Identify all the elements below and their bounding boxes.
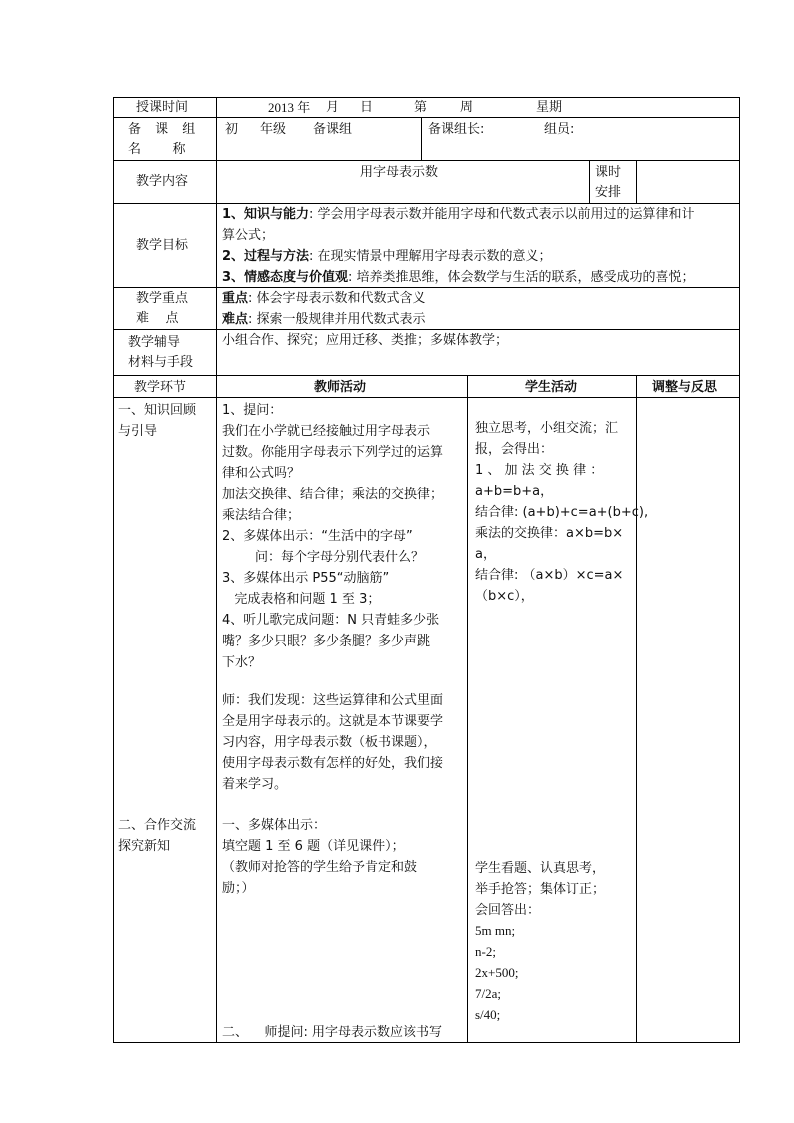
table-border-left (113, 97, 114, 1043)
goals-label: 教学目标 (136, 238, 189, 253)
text-line: 报，会得出： (475, 442, 554, 457)
group-members-label: 组员: (544, 122, 575, 137)
goal-1-cont: 算公式； (222, 228, 275, 243)
table-divider (113, 375, 740, 376)
text-line: 乘法结合律； (222, 508, 301, 523)
teacher-activity-part2 (222, 690, 443, 795)
text-line: 独立思考，小组交流；汇 (475, 421, 619, 436)
text-line: 励；） (222, 881, 255, 896)
lesson-topic: 用字母表示数 (360, 165, 439, 180)
text-line: 下水？ (222, 655, 262, 670)
teacher-activity-part3 (222, 815, 417, 899)
text-line: 1 、 加 法 交 换 律 ： (475, 463, 604, 478)
table-divider (113, 329, 740, 330)
teacher-activity-part1 (222, 400, 443, 673)
column-reflect: 调整与反思 (652, 380, 718, 395)
text-line: 3、多媒体出示 P55“动脑筋” (222, 571, 390, 586)
text-line: 结合律: （a×b）×c=a× (475, 568, 624, 583)
text-line: a+b=b+a， (475, 484, 554, 499)
text-line: 加法交换律、结合律；乘法的交换律； (222, 487, 444, 502)
grade-prefix: 初 (225, 122, 239, 137)
text-line: 着来学习。 (222, 777, 288, 792)
text-line: 使用字母表示数有怎样的好处，我们接 (222, 756, 444, 771)
day-label: 日 (360, 100, 374, 115)
text-line: 学生看题、认真思考， (475, 860, 606, 875)
month-label: 月 (326, 100, 340, 115)
text-line: 习内容，用字母表示数（板书课题）， (222, 735, 437, 750)
goal-3: 3、情感态度与价值观: 培养类推思维，体会数学与生活的联系，感受成功的喜悦； (222, 270, 695, 285)
text-line: s/40; (475, 1007, 501, 1022)
aids-text: 小组合作、探究；应用迁移、类推；多媒体教学； (222, 333, 509, 348)
text-line: 填空题 1 至 6 题（详见课件）； (222, 839, 405, 854)
year-value: 2013 年 (268, 100, 311, 115)
text-line: 结合律: (a+b)+c=a+(b+c), (475, 505, 649, 520)
text-line: 嘴？多少只眼？多少条腿？多少声跳 (222, 634, 431, 649)
grade-label: 年级 (260, 122, 287, 137)
table-divider (467, 375, 468, 1043)
text-line: 举手抢答；集体订正； (475, 881, 606, 896)
goal-2: 2、过程与方法: 在现实情景中理解用字母表示数的意义； (222, 249, 552, 264)
student-activity-part1 (475, 418, 648, 607)
aids-label-line2: 材料与手段 (128, 355, 194, 370)
text-line: 会回答出： (475, 902, 541, 917)
key-point: 重点: 体会字母表示数和代数式含义 (222, 291, 426, 306)
table-divider (421, 117, 422, 160)
group-name-label-line1: 备 课 组 (128, 122, 201, 137)
text-line: 过数。你能用字母表示下列学过的运算 (222, 445, 444, 460)
time-label: 授课时间 (136, 100, 189, 115)
hours-label-line1: 课时 (595, 165, 622, 180)
column-teacher: 教师活动 (314, 380, 367, 395)
aids-label-line1: 教学辅导 (128, 335, 181, 350)
group-name-label-line2: 名 称 (128, 142, 189, 157)
text-line: 5m mn; (475, 923, 516, 938)
week-di-label: 第 (414, 100, 428, 115)
table-divider (589, 160, 590, 203)
weekday-label: 星期 (536, 100, 563, 115)
week-zhou-label: 周 (460, 100, 474, 115)
text-line: 全是用字母表示的。这就是本节课要学 (222, 714, 444, 729)
goals-block (222, 204, 695, 288)
text-line: a， (475, 547, 496, 562)
column-student: 学生活动 (525, 380, 578, 395)
text-line: 我们在小学就已经接触过用字母表示 (222, 424, 431, 439)
group-word: 备课组 (313, 122, 353, 137)
text-line: 问：每个字母分别代表什么？ (222, 550, 425, 565)
text-line: 完成表格和问题 1 至 3； (222, 592, 381, 607)
table-border-right (739, 97, 740, 1043)
student-activity-part2 (475, 857, 605, 1025)
text-line: 律和公式吗？ (222, 466, 301, 481)
table-border-bottom (113, 1042, 740, 1043)
text-line: 7/2a; (475, 986, 501, 1001)
table-divider (636, 160, 637, 203)
content-label: 教学内容 (136, 174, 189, 189)
text-line: （教师对抢答的学生给予肯定和鼓 (222, 860, 418, 875)
text-line: 2x+500; (475, 965, 519, 980)
text-line: n-2; (475, 944, 496, 959)
table-divider (113, 160, 740, 161)
text-line: 乘法的交换律：a×b=b× (475, 526, 624, 541)
goal-1: 1、知识与能力: 学会用字母表示数并能用字母和代数式表示以前用过的运算律和计 (222, 207, 695, 222)
hours-label-line2: 安排 (595, 185, 622, 200)
table-divider (113, 397, 740, 398)
text-line: 一、多媒体出示： (222, 818, 327, 833)
text-line: 1、提问： (222, 403, 283, 418)
table-divider (216, 97, 217, 1043)
difficult-point: 难点: 探索一般规律并用代数式表示 (222, 312, 426, 327)
stage-2: 二、合作交流 探究新知 (118, 818, 197, 854)
text-line: 师：我们发现：这些运算律和公式里面 (222, 693, 444, 708)
keypoints-label-line2: 难 点 (136, 311, 179, 326)
group-leader-label: 备课组长: (428, 122, 485, 137)
keypoints-label-line1: 教学重点 (136, 291, 189, 306)
teacher-activity-last-line: 二、 师提问: 用字母表示数应该书写 (222, 1025, 443, 1040)
keypoints-block (222, 288, 426, 330)
column-stage: 教学环节 (134, 380, 187, 395)
table-divider (113, 117, 740, 118)
text-line: （b×c）， (475, 589, 534, 604)
text-line: 4、听儿歌完成问题：N 只青蛙多少张 (222, 613, 440, 628)
stage-1: 一、知识回顾 与引导 (118, 403, 197, 439)
text-line: 2、多媒体出示：“生活中的字母” (222, 529, 413, 544)
